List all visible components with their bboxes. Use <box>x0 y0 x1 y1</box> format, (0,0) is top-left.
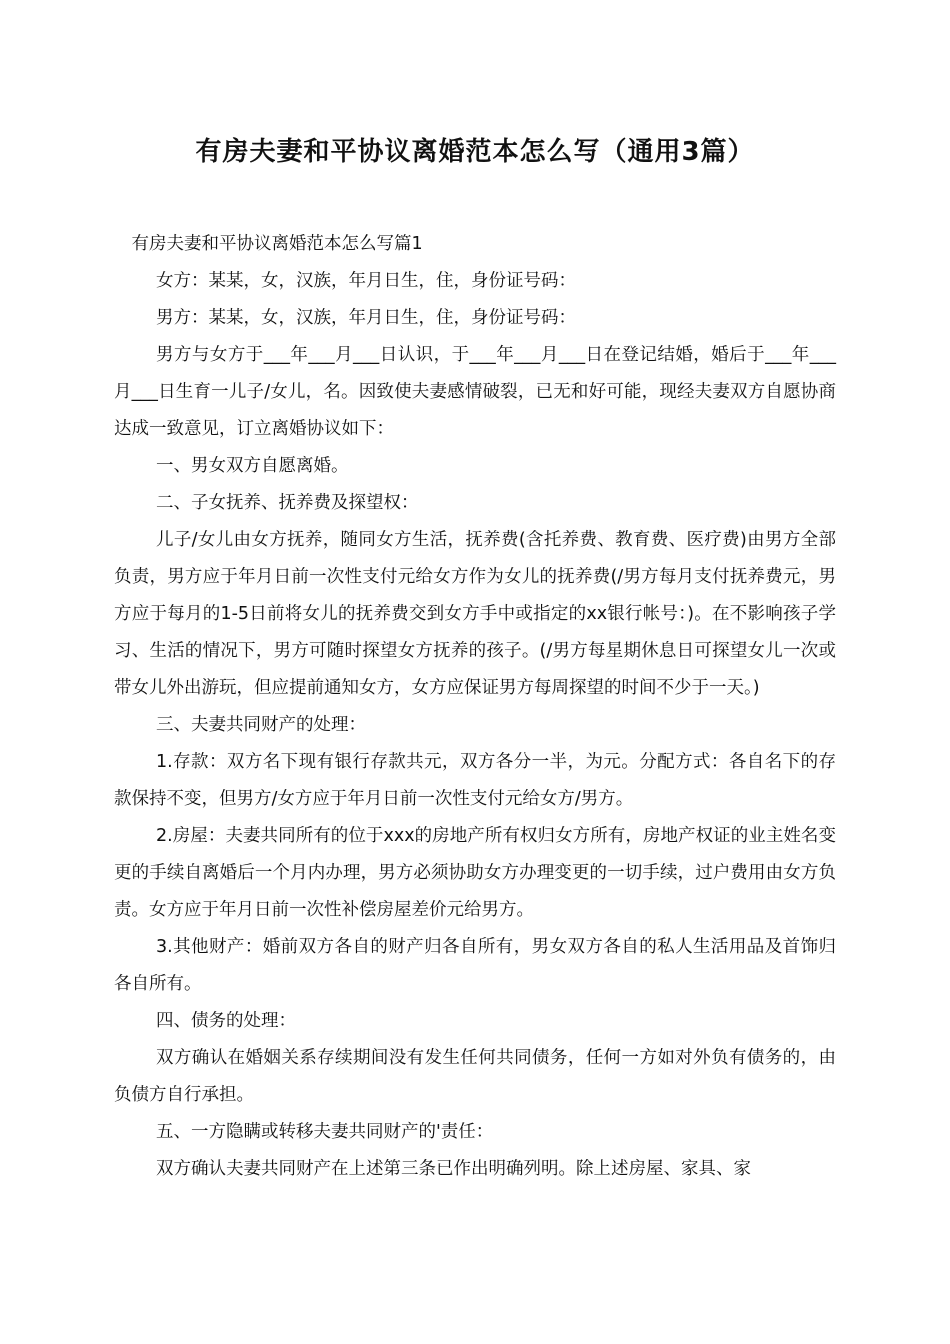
paragraph-male-party: 男方：某某，女，汉族，年月日生，住，身份证号码： <box>156 308 576 328</box>
clause-2-heading: 二、子女抚养、抚养费及探望权： <box>156 493 419 513</box>
paragraph-house: 2.房屋：夫妻共同所有的位于xxx的房地产所有权归女方所有，房地产权证的业主姓名变更的手续自离婚后一个月内办理，男方必须协助女方办理变更的一切手续，过户费用由女方负责。女方应于年月日前一次性补偿房屋差价元给男方。 <box>114 826 836 920</box>
paragraph-other-property: 3.其他财产：婚前双方各自的财产归各自所有，男女双方各自的私人生活用品及首饰归各自所有。 <box>114 937 836 994</box>
paragraph-savings: 1.存款：双方名下现有银行存款共元，双方各分一半，为元。分配方式：各自名下的存款保持不变，但男方/女方应于年月日前一次性支付元给女方/男方。 <box>114 752 836 809</box>
paragraph-debts: 双方确认在婚姻关系存续期间没有发生任何共同债务，任何一方如对外负有债务的，由负债方自行承担。 <box>114 1048 836 1105</box>
document-body <box>114 226 836 1188</box>
section-heading: 有房夫妻和平协议离婚范本怎么写篇1 <box>131 234 423 254</box>
paragraph-female-party: 女方：某某，女，汉族，年月日生，住，身份证号码： <box>156 271 576 291</box>
clause-5-heading: 五、一方隐瞒或转移夫妻共同财产的'责任： <box>156 1122 494 1142</box>
document-title: 有房夫妻和平协议离婚范本怎么写（通用3篇） <box>195 137 755 167</box>
clause-4-heading: 四、债务的处理： <box>156 1011 296 1031</box>
paragraph-child-custody: 儿子/女儿由女方抚养，随同女方生活，抚养费(含托养费、教育费、医疗费)由男方全部负责，男方应于年月日前一次性支付元给女方作为女儿的抚养费(/男方每月支付抚养费元，男方应于每月的1-5日前将女儿的抚养费交到女方手中或指定的xx银行帐号：)。在不影响孩子学习、生活的情况下，男方可随时探望女方抚养的孩子。(/男方每星期休息日可探望女儿一次或带女儿外出游玩，但应提前通知女方，女方应保证男方每周探望的时间不少于一天。) <box>114 530 836 698</box>
paragraph-marriage-info: 男方与女方于___年___月___日认识，于___年___月___日在登记结婚，婚后于___年___月___日生育一儿子/女儿，名。因致使夫妻感情破裂，已无和好可能，现经夫妻双方自愿协商达成一致意见，订立离婚协议如下： <box>114 345 836 439</box>
paragraph-concealment: 双方确认夫妻共同财产在上述第三条已作出明确列明。除上述房屋、家具、家 <box>156 1159 751 1179</box>
clause-3-heading: 三、夫妻共同财产的处理： <box>156 715 366 735</box>
clause-1-heading: 一、男女双方自愿离婚。 <box>156 456 349 476</box>
